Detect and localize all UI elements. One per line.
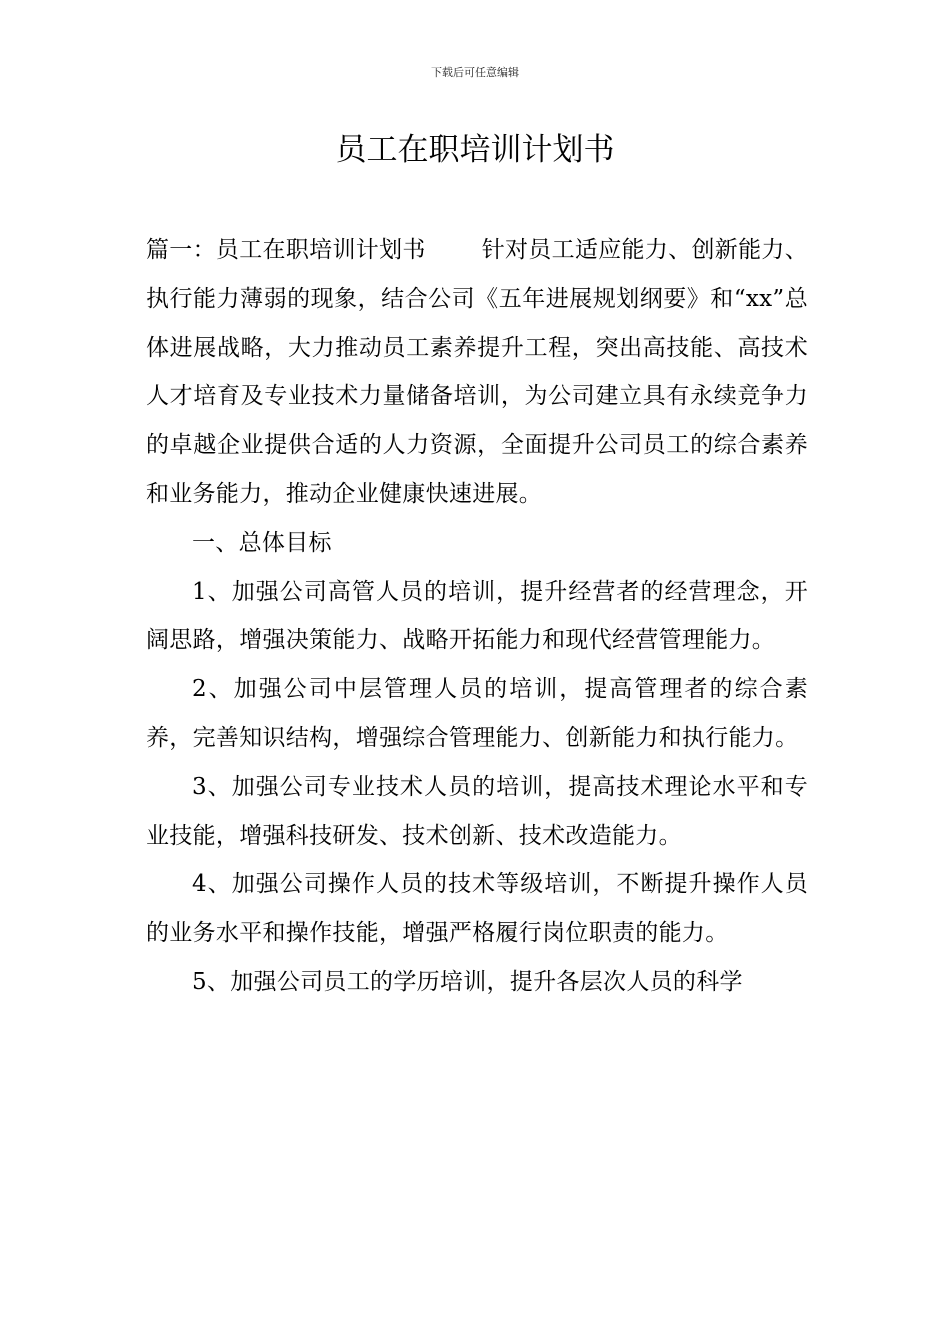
goal-paragraph: 4、加强公司操作人员的技术等级培训，不断提升操作人员的业务水平和操作技能，增强严格履行岗位职责的能力。 <box>146 871 808 947</box>
goal-paragraph: 3、加强公司专业技术人员的培训，提高技术理论水平和专业技能，增强科技研发、技术创新、技术改造能力。 <box>146 773 808 849</box>
intro-paragraph <box>146 226 808 519</box>
intro-text: 针对员工适应能力、创新能力、执行能力薄弱的现象，结合公司《五年进展规划纲要》和“xx”总体进展战略，大力推动员工素养提升工程，突出高技能、高技术人才培育及专业技术力量储备培训，为公司建立具有永续竞争力的卓越企业提供合适的人力资源，全面提升公司员工的综合素养和业务能力，推动企业健康快速进展。 <box>146 237 808 507</box>
section-heading: 一、总体目标 <box>192 529 332 556</box>
goal-paragraph: 1、加强公司高管人员的培训，提升经营者的经营理念，开阔思路，增强决策能力、战略开拓能力和现代经营管理能力。 <box>146 578 808 654</box>
intro-heading: 篇一：员工在职培训计划书 <box>146 237 426 263</box>
goal-paragraph: 5、加强公司员工的学历培训，提升各层次人员的科学 <box>192 968 743 995</box>
document-body <box>146 226 808 1007</box>
header-note: 下载后可任意编辑 <box>431 66 519 79</box>
document-title: 员工在职培训计划书 <box>335 132 615 168</box>
goal-paragraph: 2、加强公司中层管理人员的培训，提高管理者的综合素养，完善知识结构，增强综合管理能力、创新能力和执行能力。 <box>146 676 808 751</box>
